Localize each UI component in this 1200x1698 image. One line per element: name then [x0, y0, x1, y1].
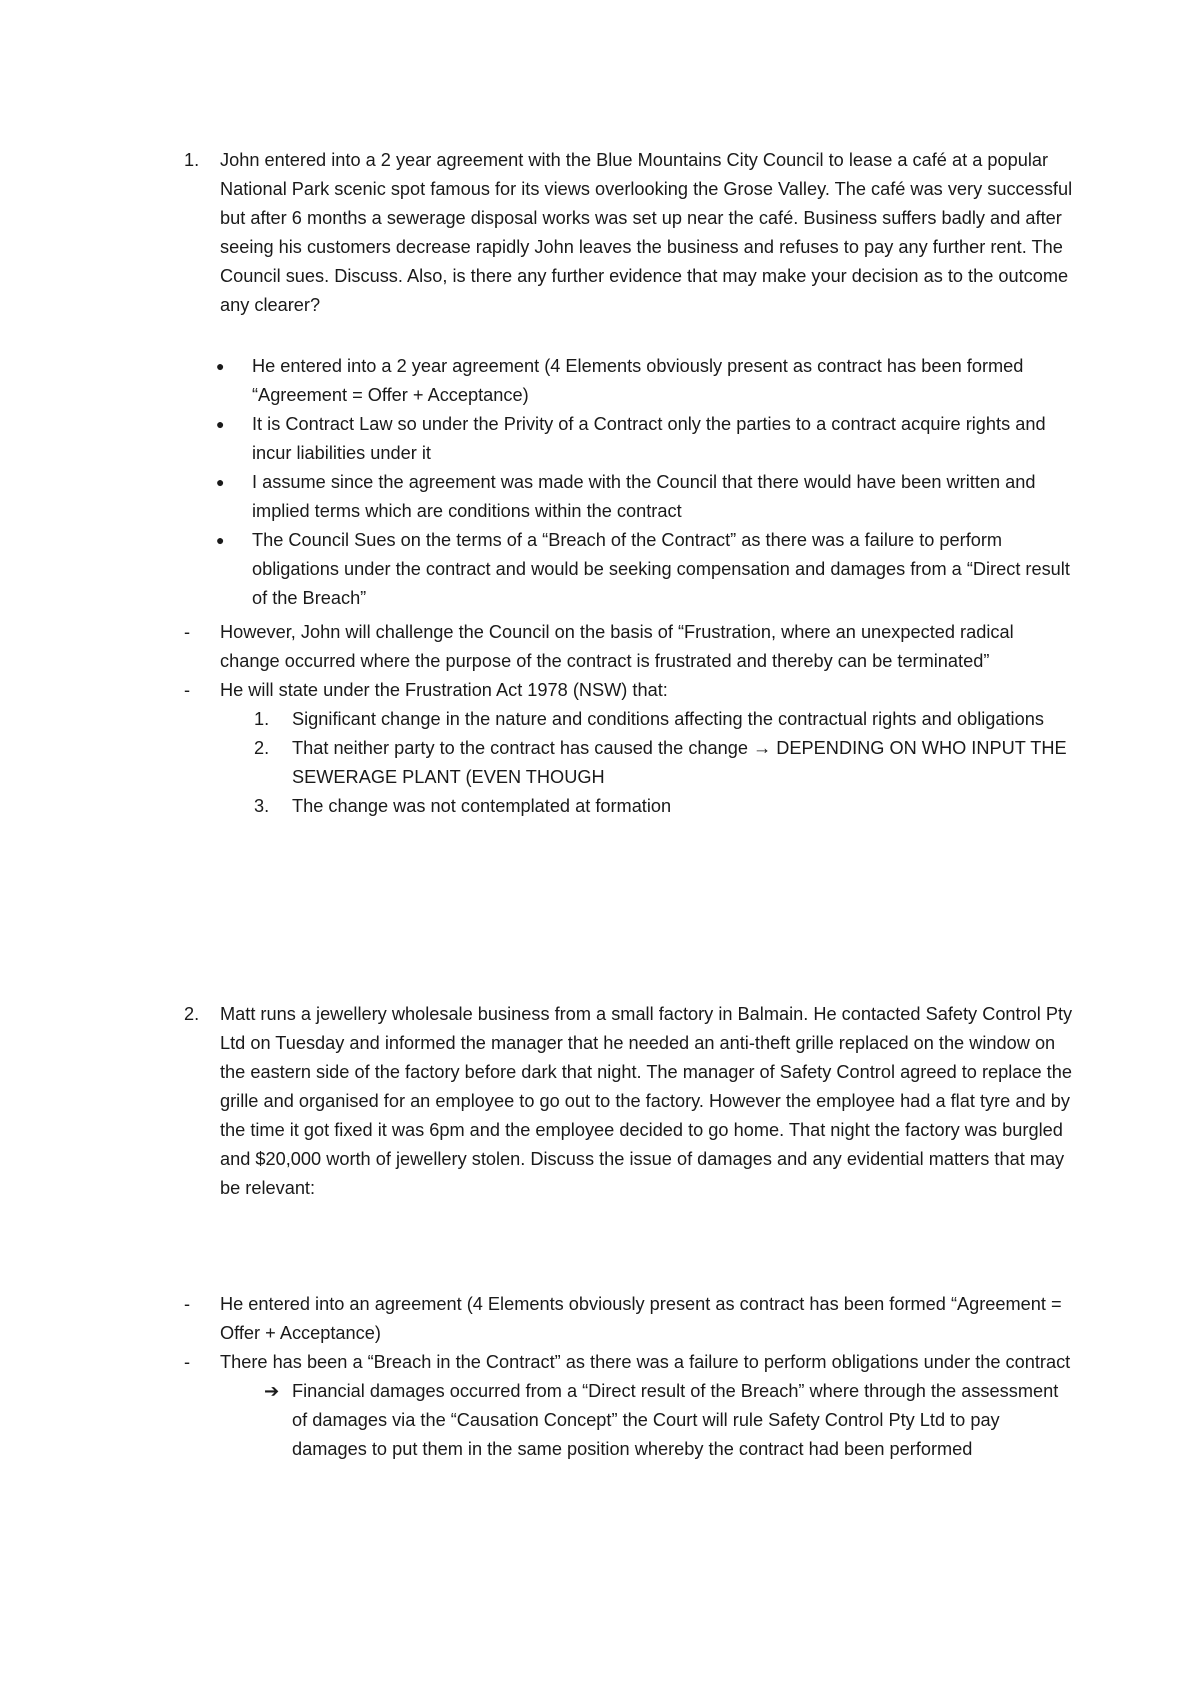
bullet-item [184, 526, 1074, 613]
numbered-text: The change was not contemplated at formation [292, 796, 672, 816]
dash-text: He entered into an agreement (4 Elements obviously present as contract has been formed “Agreement = Offer + Acceptance) [220, 1294, 1062, 1343]
item-number: 1. [254, 709, 270, 729]
dash-item [184, 676, 1074, 705]
bullet-item [184, 468, 1074, 526]
arrow-item [184, 1377, 1074, 1464]
dash-text: He will state under the Frustration Act 1978 (NSW) that: [220, 680, 668, 700]
bullet-icon: ● [216, 416, 225, 432]
bullet-text: I assume since the agreement was made with the Council that there would have been written and implied terms which are conditions within the contract [252, 472, 1036, 521]
item-number: 3. [254, 796, 270, 816]
bullet-text: It is Contract Law so under the Privity of a Contract only the parties to a contract acquire rights and incur liabilities under it [252, 414, 1046, 463]
dash-icon: - [184, 1352, 191, 1372]
bullet-text: He entered into a 2 year agreement (4 Elements obviously present as contract has been formed “Agreement = Offer + Acceptance) [252, 356, 1024, 405]
dash-item [184, 1290, 1074, 1348]
bullet-item [184, 410, 1074, 468]
numbered-item [184, 792, 1074, 821]
bullet-icon: ● [216, 358, 225, 374]
numbered-item [184, 734, 1074, 792]
dash-icon: - [184, 622, 191, 642]
q2-dash-list [184, 1290, 1074, 1464]
dash-icon: - [184, 680, 191, 700]
item-number: 2. [254, 738, 270, 758]
arrow-right-icon: ➔ [264, 1381, 280, 1401]
question-2 [184, 1000, 1074, 1203]
question-2-row [184, 1000, 1074, 1203]
dash-text: However, John will challenge the Council on the basis of “Frustration, where an unexpected radical change occurred where the purpose of the contract is frustrated and thereby can be terminated” [220, 622, 1014, 671]
bullet-icon: ● [216, 474, 225, 490]
q1-dash-list [184, 618, 1074, 821]
question-text: John entered into a 2 year agreement with the Blue Mountains City Council to lease a café at a popular National Park scenic spot famous for its views overlooking the Grose Valley. The café was very successful but after 6 months a sewerage disposal works was set up near the café. Business suffers badly and after seeing his customers decrease rapidly John leaves the business and refuses to pay any further rent. The Council sues. Discuss. Also, is there any further evidence that may make your decision as to the outcome any clearer? [220, 150, 1073, 315]
q1-bullet-list [184, 352, 1074, 613]
question-text: Matt runs a jewellery wholesale business from a small factory in Balmain. He contacted Safety Control Pty Ltd on Tuesday and informed the manager that he needed an anti-theft grille replaced on the window on the eastern side of the factory before dark that night. The manager of Safety Control agreed to replace the grille and organised for an employee to go out to the factory. However the employee had a flat tyre and by the time it got fixed it was 6pm and the employee decided to go home. That night the factory was burgled and $20,000 worth of jewellery stolen. Discuss the issue of damages and any evidential matters that may be relevant: [220, 1004, 1073, 1198]
numbered-text: That neither party to the contract has caused the change → DEPENDING ON WHO INPUT THE SEWERAGE PLANT (EVEN THOUGH [292, 738, 1067, 787]
numbered-item [184, 705, 1074, 734]
bullet-text: The Council Sues on the terms of a “Breach of the Contract” as there was a failure to perform obligations under the contract and would be seeking compensation and damages from a “Direct result of the Breach” [252, 530, 1070, 608]
dash-text: There has been a “Breach in the Contract” as there was a failure to perform obligations under the contract [220, 1352, 1071, 1372]
arrow-text: Financial damages occurred from a “Direct result of the Breach” where through the assessment of damages via the “Causation Concept” the Court will rule Safety Control Pty Ltd to pay damages to put them in the same position whereby the contract had been performed [292, 1381, 1059, 1459]
dash-item [184, 1348, 1074, 1377]
bullet-item [184, 352, 1074, 410]
question-number: 2. [184, 1004, 200, 1024]
question-1-row [184, 146, 1074, 320]
numbered-text: Significant change in the nature and conditions affecting the contractual rights and obligations [292, 709, 1044, 729]
dash-item [184, 618, 1074, 676]
question-number: 1. [184, 150, 200, 170]
question-1 [184, 146, 1074, 320]
dash-icon: - [184, 1294, 191, 1314]
bullet-icon: ● [216, 532, 225, 548]
